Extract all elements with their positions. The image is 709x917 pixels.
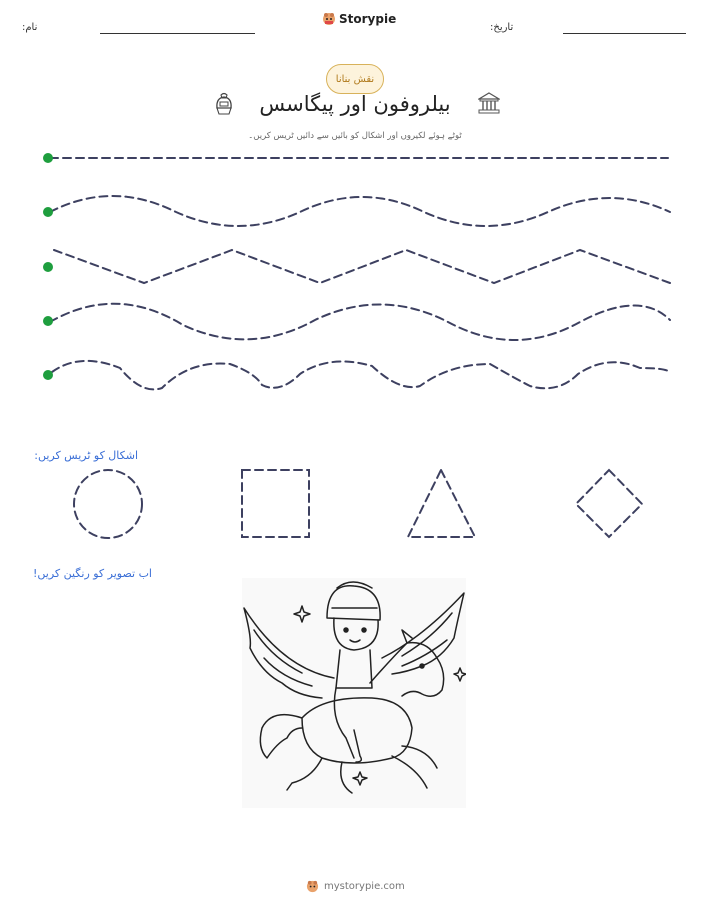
name-label: نام: bbox=[22, 22, 38, 33]
trace-diamond bbox=[576, 470, 642, 537]
trace-circle bbox=[74, 470, 142, 538]
trace-shapes bbox=[0, 460, 709, 550]
start-dot bbox=[43, 262, 53, 272]
date-label: تاریخ: bbox=[490, 22, 514, 33]
footer-url[interactable]: mystorypie.com bbox=[324, 881, 405, 892]
trace-line-zigzag bbox=[54, 250, 670, 283]
trace-square bbox=[242, 470, 309, 537]
trace-triangle bbox=[408, 470, 475, 537]
trace-line-curve bbox=[50, 304, 670, 340]
start-dot bbox=[43, 370, 53, 380]
start-dot bbox=[43, 153, 53, 163]
tracing-lines bbox=[0, 140, 709, 400]
coloring-label: اب تصویر کو رنگین کریں! bbox=[32, 567, 152, 580]
helmet-icon bbox=[212, 92, 236, 118]
name-line[interactable] bbox=[100, 33, 255, 34]
start-dot bbox=[43, 207, 53, 217]
start-dot bbox=[43, 316, 53, 326]
date-line[interactable] bbox=[563, 33, 686, 34]
activity-badge: نقش بنانا bbox=[326, 64, 384, 94]
brand-name: Storypie bbox=[339, 12, 397, 26]
footer bbox=[306, 880, 405, 893]
temple-icon bbox=[478, 91, 500, 115]
trace-line-wave bbox=[50, 196, 670, 226]
storypie-logo-icon bbox=[306, 880, 319, 893]
brand bbox=[322, 12, 396, 26]
storypie-logo-icon bbox=[322, 12, 336, 26]
instructions: ٹوٹے ہوئے لکیروں اور اشکال کو بائیں سے دائیں ٹریس کریں۔ bbox=[248, 131, 462, 141]
shapes-label: اشکال کو ٹریس کریں: bbox=[34, 449, 138, 462]
trace-line-bumps bbox=[52, 361, 670, 390]
pegasus-rider-illustration bbox=[242, 578, 466, 808]
page-title: بیلروفون اور پیگاسس bbox=[259, 92, 451, 116]
